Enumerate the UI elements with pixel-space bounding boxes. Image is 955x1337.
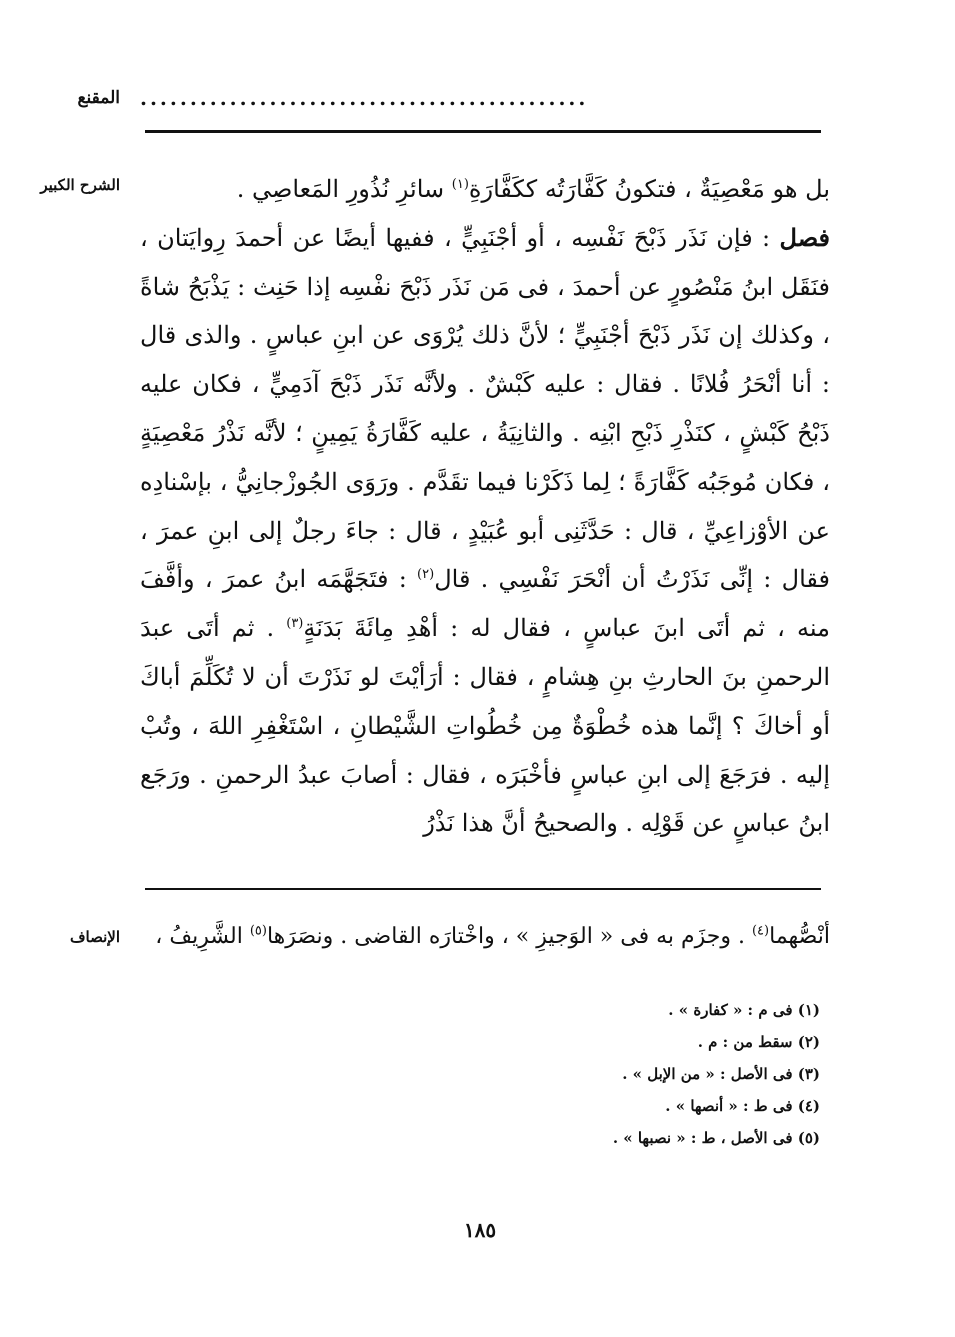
footnote-item: (٢) سقط من : م . (697, 1033, 820, 1051)
page-number: ١٨٥ (463, 1218, 497, 1242)
footnote-ref-5: (٥) (249, 923, 267, 939)
insaf-text-block (140, 918, 830, 956)
fasl-heading: فصل (779, 222, 830, 252)
footnote-ref-3: (٣) (286, 616, 304, 632)
sharh-line0-tail: سائرِ نُذُورِ المَعاصِي . (236, 175, 452, 203)
footnotes-list (500, 994, 820, 1154)
sharh-text-block (140, 165, 830, 848)
insaf-text-part-1: أنْصُّهما (769, 924, 830, 949)
footnote-item: (٥) فى الأصل ، ط : « نصبها » . (612, 1129, 820, 1147)
book-title: المقنع (77, 88, 120, 108)
sharh-fasl-paragraph (140, 214, 830, 848)
footnote-item: (١) فى م : « كفارة » . (668, 1001, 820, 1019)
sharh-opening-line (140, 165, 830, 214)
header-rule (145, 130, 821, 133)
footnote-item: (٣) فى الأصل : « من الإبل » . (622, 1065, 820, 1083)
insaf-side-label: الإنصاف (69, 928, 120, 946)
insaf-text-part-3: الشَّرِيفُ ، (155, 924, 250, 949)
sharh-paragraph-part-b: : فتَجَهَّمَه ابنُ عمرَ ، وأفَّفَ منه ، ثم أتَى ابنَ عباسٍ ، فقال له : أهْدِ مِائَةَ بَدَنَةٍ (140, 565, 831, 643)
footnote-ref-2: (٢) (417, 567, 435, 583)
section-divider (145, 888, 821, 890)
sharh-side-label: الشرح الكبير (40, 176, 120, 194)
sharh-line0-text: بل هو مَعْصِيَةٌ ، فتكونُ كَفَّارَتُه ككَفَّارَةِ (468, 175, 830, 203)
header-dot-leader: ............................................. (140, 86, 589, 110)
footnote-item: (٤) فى ط : « أنصها » . (665, 1097, 820, 1115)
sharh-paragraph-part-c: . ثم أتَى عبدَ الرحمنِ بنَ الحارثِ بنِ هِشامٍ ، فقال : أرَأيْتَ لو نَذَرْتَ أن لا تُكَلِّمَ أباكَ أو أخاكَ ؟ إنَّما هذه خُطْوَةٌ مِن خُطُواتِ الشَّيْطانِ ، اسْتَغْفِرِ اللهَ ، وتُبْ إليه . فرَجَعَ إلى ابنِ عباسٍ فأخْبَرَه ، فقال : أصابَ عبدُ الرحمنِ . ورَجَع ابنُ عباسٍ عن قَوْلِه . والصحيحُ أنَّ هذا نَذْرُ (140, 614, 830, 838)
footnote-ref-1: (١) (451, 177, 469, 192)
footnote-ref-4: (٤) (751, 923, 770, 939)
insaf-text-part-2: . وجزَم به فى « الوَجيزِ » ، واخْتارَه القاضى . ونصَرَها (266, 924, 752, 949)
sharh-paragraph-part-a: : فإن نَذَر ذَبْحَ نَفْسِه ، أو أجْنَبِيٍّ ، ففيها أيضًا عن أحمدَ رِوايَتان ، فنَقَل ابنُ مَنْصُورٍ عن أحمدَ ، فى مَن نَذَر ذَبْحَ نفْسِه إذا حَنِث : يَذْبَحُ شاةً ، وكذلك إن نَذَر ذَبْحَ أجْنَبِيٍّ ؛ لأنَّ ذلك يُرْوَى عن ابنِ عباسٍ . والذى قال : أنا أنْحَرُ فُلانًا . فقال : عليه كَبْشٌ . ولأنَّه نَذَر ذَبْحَ آدَمِيٍّ ، فكان عليه ذَبْحُ كَبْشٍ ، كنَذْرِ ذَبْحِ ابْنِه . والثانِيَةُ ، عليه كَفَّارَةُ يَمِينٍ ؛ لأنَّه نَذْرُ مَعْصِيَةٍ ، فكان مُوجَبُه كَفَّارَةً ؛ لِما ذَكَرْنا فيما تقَدَّم . ورَوَى الجُوزْجانِيُّ ، بإسْنادِه عن الأوْزاعِيِّ ، قال : حَدَّثَنِى أبو عُبَيْدٍ ، قال : جاءَ رجلٌ إلى ابنِ عمرَ ، فقال : إنِّى نَذَرْتُ أن أنْحَرَ نَفْسِي . قال (140, 223, 830, 594)
